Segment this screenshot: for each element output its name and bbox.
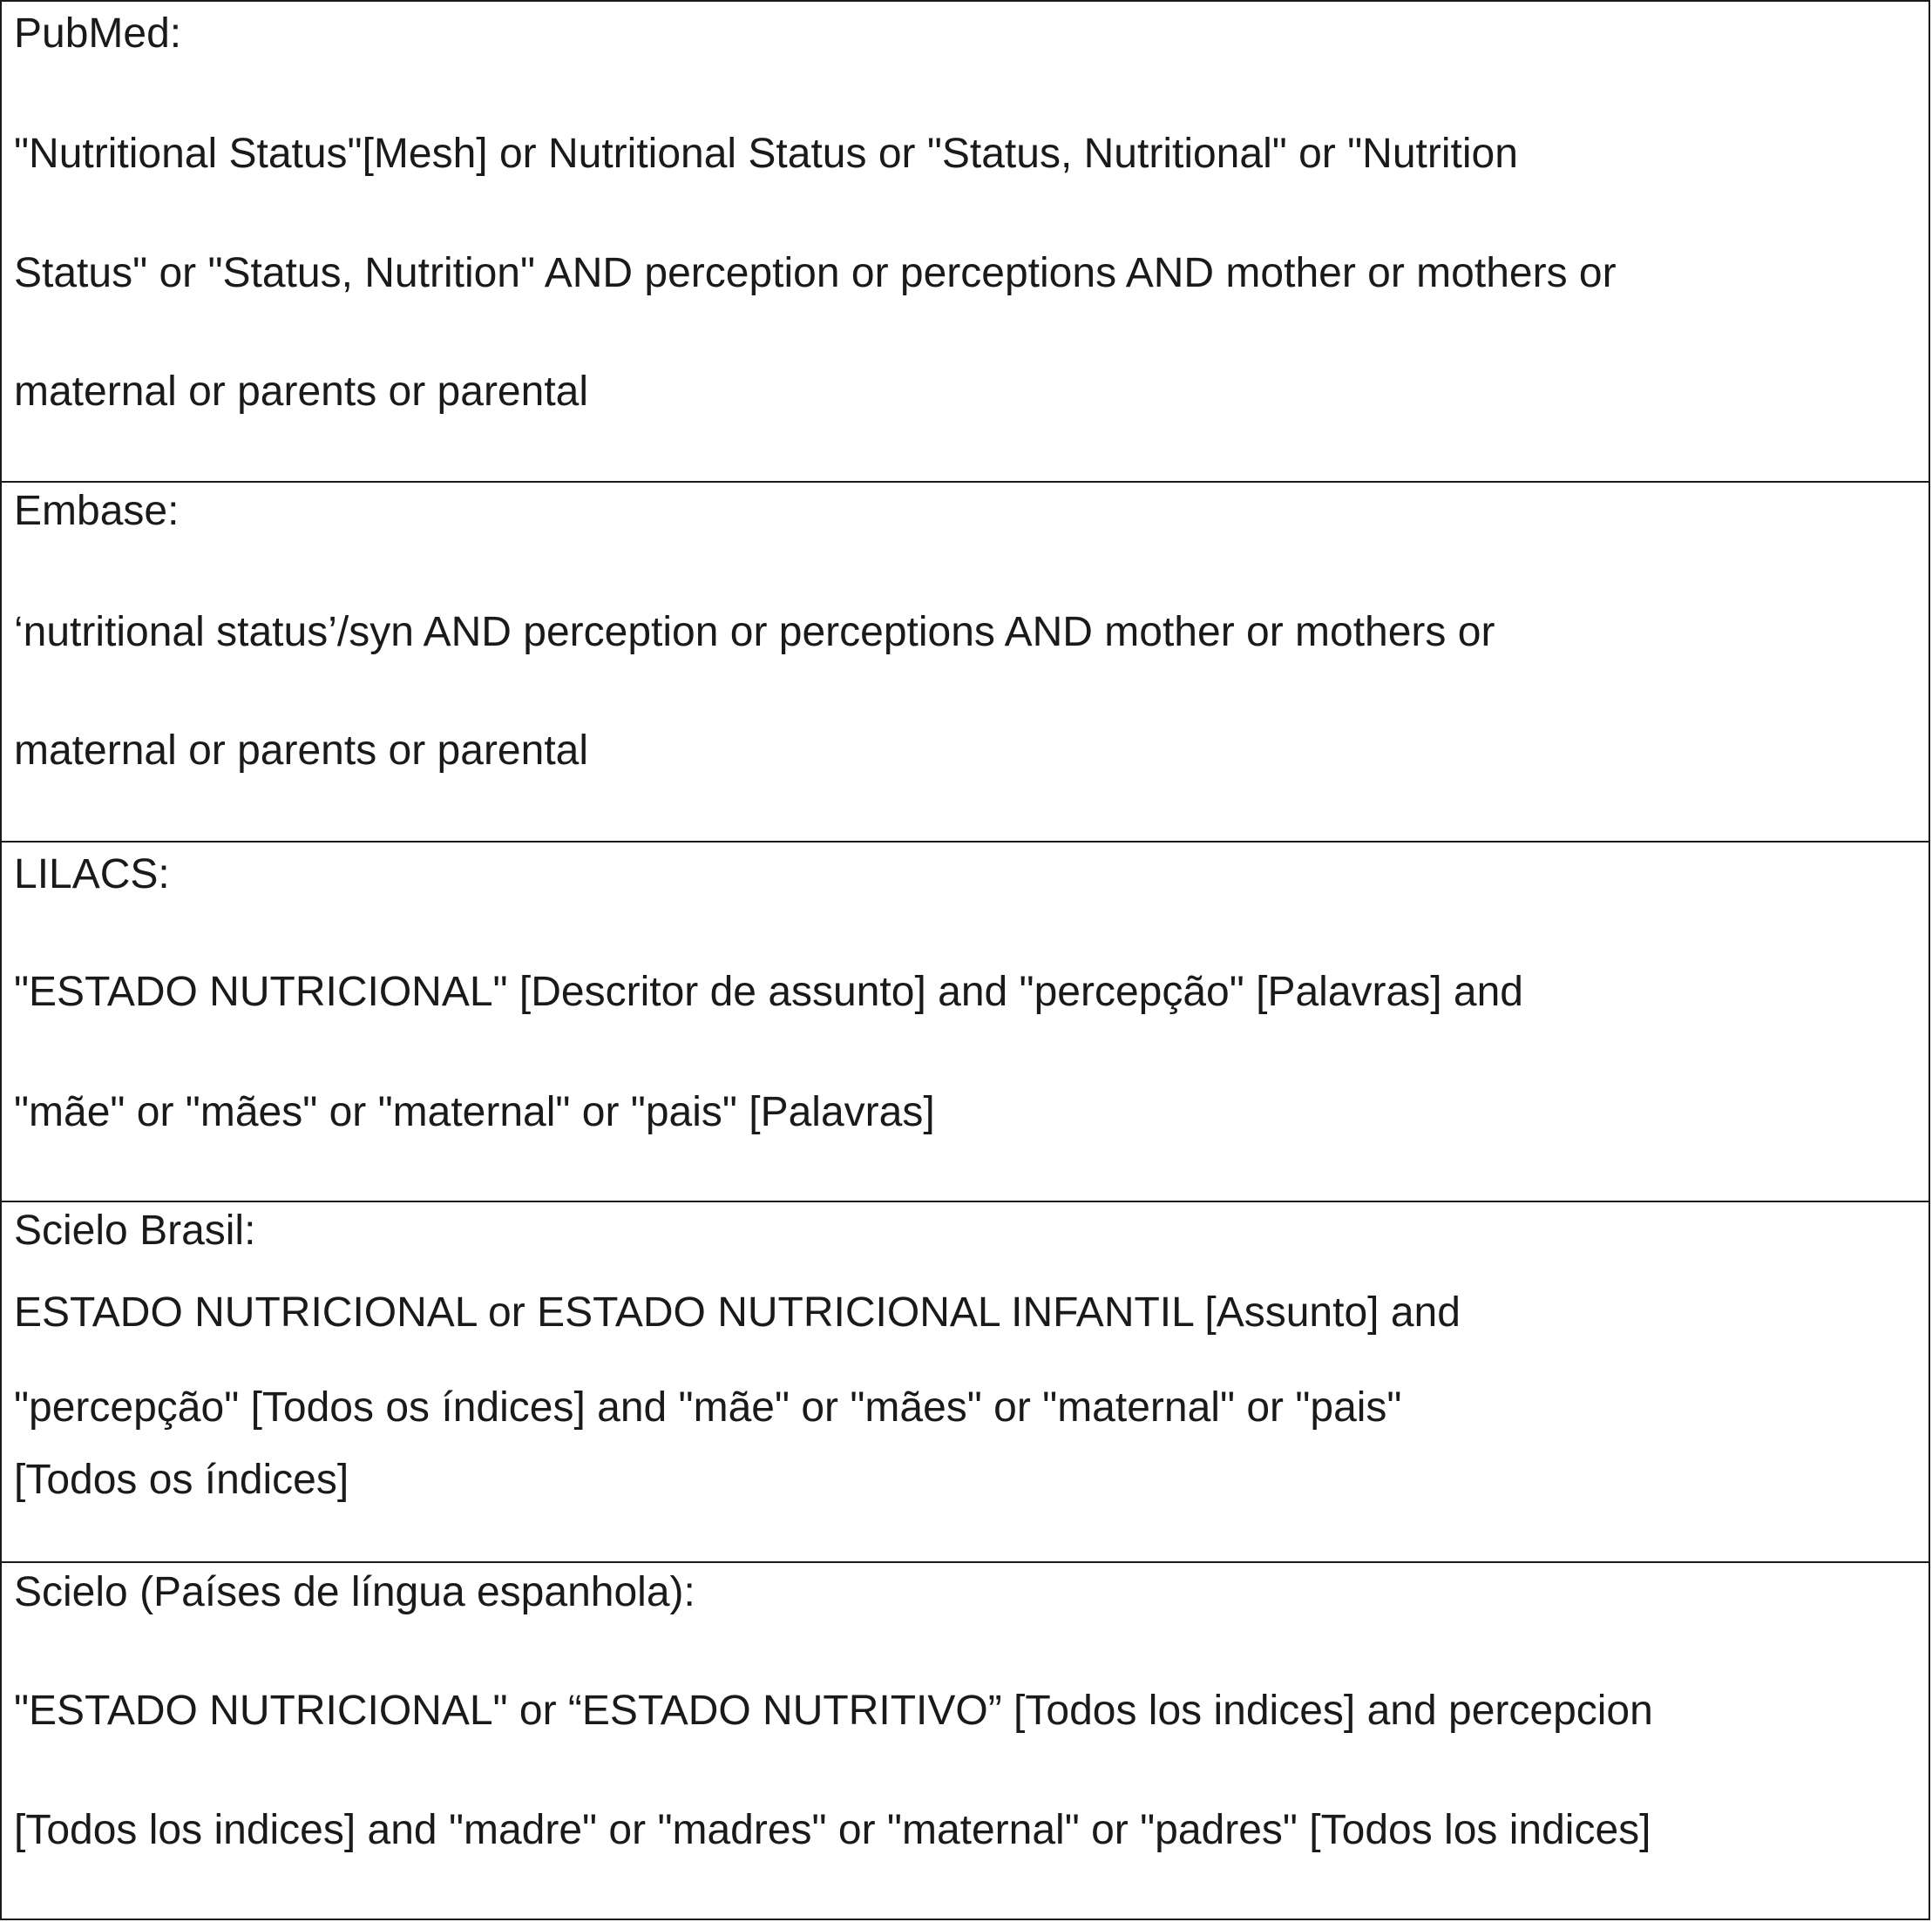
table-row-scielo-brasil [2,1201,1929,1561]
table-row-pubmed [2,2,1929,481]
database-heading-scielo-brasil: Scielo Brasil: [14,1208,256,1254]
query-line: "ESTADO NUTRICIONAL" [Descritor de assunto] and "percepção" [Palavras] and [14,969,1523,1015]
query-line: maternal or parents or parental [14,369,589,415]
query-line: Status" or "Status, Nutrition" AND perception or perceptions AND mother or mothers or [14,250,1617,296]
query-line: maternal or parents or parental [14,728,589,774]
database-heading-lilacs: LILACS: [14,851,170,897]
query-line: "percepção" [Todos os índices] and "mãe" or "mães" or "maternal" or "pais" [14,1384,1402,1431]
query-line: ESTADO NUTRICIONAL or ESTADO NUTRICIONAL INFANTIL [Assunto] and [14,1289,1461,1336]
query-line: "Nutritional Status"[Mesh] or Nutritional Status or "Status, Nutritional" or "Nutrition [14,131,1518,177]
table-row-scielo-spanish [2,1561,1929,1920]
database-heading-scielo-spanish: Scielo (Países de língua espanhola): [14,1569,695,1615]
query-line: "ESTADO NUTRICIONAL" or “ESTADO NUTRITIVO” [Todos los indices] and percepcion [14,1688,1653,1734]
table-row-lilacs [2,841,1929,1201]
database-heading-embase: Embase: [14,488,180,534]
table-row-embase [2,481,1929,841]
query-line: "mãe" or "mães" or "maternal" or "pais" [Palavras] [14,1089,935,1135]
database-heading-pubmed: PubMed: [14,10,182,57]
query-line: ‘nutritional status’/syn AND perception or perceptions AND mother or mothers or [14,609,1495,655]
query-line: [Todos os índices] [14,1457,349,1503]
query-line: [Todos los indices] and "madre" or "madres" or "maternal" or "padres" [Todos los indices] [14,1807,1651,1853]
